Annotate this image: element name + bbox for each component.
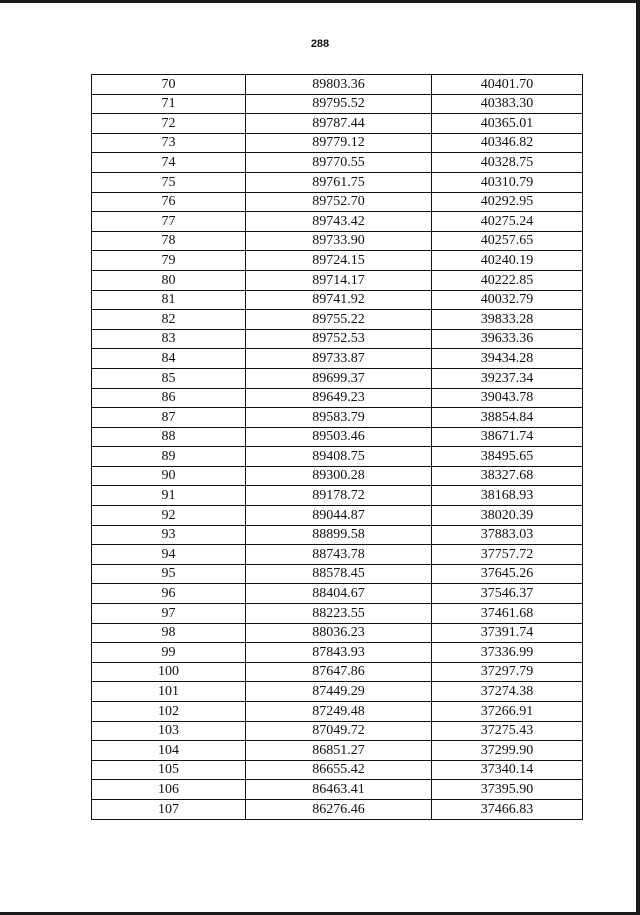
y-coordinate-cell: 38020.39 — [432, 506, 583, 526]
point-number-cell: 81 — [92, 290, 246, 310]
x-coordinate-cell: 89733.87 — [246, 349, 432, 369]
table-row — [92, 466, 583, 486]
x-coordinate-cell: 88578.45 — [246, 564, 432, 584]
y-coordinate-cell: 40365.01 — [432, 114, 583, 134]
y-coordinate-cell: 40346.82 — [432, 133, 583, 153]
table-row — [92, 604, 583, 624]
x-coordinate-cell: 89714.17 — [246, 270, 432, 290]
table-row — [92, 760, 583, 780]
coordinates-table — [91, 74, 583, 820]
x-coordinate-cell: 89743.42 — [246, 212, 432, 232]
y-coordinate-cell: 40275.24 — [432, 212, 583, 232]
table-row — [92, 94, 583, 114]
y-coordinate-cell: 37645.26 — [432, 564, 583, 584]
x-coordinate-cell: 86851.27 — [246, 741, 432, 761]
table-row — [92, 192, 583, 212]
table-row — [92, 368, 583, 388]
x-coordinate-cell: 88036.23 — [246, 623, 432, 643]
x-coordinate-cell: 89300.28 — [246, 466, 432, 486]
coordinates-table-body — [92, 75, 583, 820]
y-coordinate-cell: 40292.95 — [432, 192, 583, 212]
y-coordinate-cell: 38495.65 — [432, 447, 583, 467]
x-coordinate-cell: 89733.90 — [246, 231, 432, 251]
y-coordinate-cell: 40383.30 — [432, 94, 583, 114]
y-coordinate-cell: 40310.79 — [432, 172, 583, 192]
y-coordinate-cell: 37266.91 — [432, 702, 583, 722]
table-row — [92, 310, 583, 330]
y-coordinate-cell: 38854.84 — [432, 408, 583, 428]
point-number-cell: 94 — [92, 545, 246, 565]
x-coordinate-cell: 86463.41 — [246, 780, 432, 800]
x-coordinate-cell: 89779.12 — [246, 133, 432, 153]
x-coordinate-cell: 87843.93 — [246, 643, 432, 663]
x-coordinate-cell: 88404.67 — [246, 584, 432, 604]
x-coordinate-cell: 87449.29 — [246, 682, 432, 702]
point-number-cell: 89 — [92, 447, 246, 467]
x-coordinate-cell: 89795.52 — [246, 94, 432, 114]
point-number-cell: 82 — [92, 310, 246, 330]
point-number-cell: 85 — [92, 368, 246, 388]
x-coordinate-cell: 89741.92 — [246, 290, 432, 310]
point-number-cell: 103 — [92, 721, 246, 741]
y-coordinate-cell: 37336.99 — [432, 643, 583, 663]
y-coordinate-cell: 40032.79 — [432, 290, 583, 310]
point-number-cell: 101 — [92, 682, 246, 702]
table-row — [92, 349, 583, 369]
y-coordinate-cell: 37757.72 — [432, 545, 583, 565]
point-number-cell: 75 — [92, 172, 246, 192]
table-row — [92, 662, 583, 682]
y-coordinate-cell: 37461.68 — [432, 604, 583, 624]
y-coordinate-cell: 39434.28 — [432, 349, 583, 369]
point-number-cell: 99 — [92, 643, 246, 663]
table-row — [92, 506, 583, 526]
point-number-cell: 97 — [92, 604, 246, 624]
point-number-cell: 71 — [92, 94, 246, 114]
table-row — [92, 114, 583, 134]
point-number-cell: 74 — [92, 153, 246, 173]
table-row — [92, 643, 583, 663]
x-coordinate-cell: 89649.23 — [246, 388, 432, 408]
y-coordinate-cell: 37466.83 — [432, 799, 583, 819]
x-coordinate-cell: 89178.72 — [246, 486, 432, 506]
y-coordinate-cell: 37546.37 — [432, 584, 583, 604]
y-coordinate-cell: 39833.28 — [432, 310, 583, 330]
point-number-cell: 95 — [92, 564, 246, 584]
y-coordinate-cell: 38327.68 — [432, 466, 583, 486]
table-row — [92, 721, 583, 741]
point-number-cell: 105 — [92, 760, 246, 780]
y-coordinate-cell: 37883.03 — [432, 525, 583, 545]
table-row — [92, 741, 583, 761]
scan-edge-top — [0, 0, 640, 3]
y-coordinate-cell: 37340.14 — [432, 760, 583, 780]
point-number-cell: 93 — [92, 525, 246, 545]
table-row — [92, 388, 583, 408]
table-row — [92, 623, 583, 643]
page-number: 288 — [310, 38, 330, 50]
point-number-cell: 104 — [92, 741, 246, 761]
table-row — [92, 564, 583, 584]
table-row — [92, 290, 583, 310]
table-row — [92, 780, 583, 800]
y-coordinate-cell: 40328.75 — [432, 153, 583, 173]
table-row — [92, 408, 583, 428]
table-row — [92, 75, 583, 95]
table-row — [92, 799, 583, 819]
y-coordinate-cell: 40240.19 — [432, 251, 583, 271]
point-number-cell: 70 — [92, 75, 246, 95]
x-coordinate-cell: 89752.70 — [246, 192, 432, 212]
point-number-cell: 73 — [92, 133, 246, 153]
y-coordinate-cell: 39633.36 — [432, 329, 583, 349]
x-coordinate-cell: 88223.55 — [246, 604, 432, 624]
table-row — [92, 682, 583, 702]
scan-edge-right — [636, 0, 640, 915]
y-coordinate-cell: 39043.78 — [432, 388, 583, 408]
point-number-cell: 76 — [92, 192, 246, 212]
table-row — [92, 133, 583, 153]
table-row — [92, 584, 583, 604]
table-row — [92, 172, 583, 192]
x-coordinate-cell: 89770.55 — [246, 153, 432, 173]
point-number-cell: 106 — [92, 780, 246, 800]
table-row — [92, 525, 583, 545]
x-coordinate-cell: 86276.46 — [246, 799, 432, 819]
table-row — [92, 251, 583, 271]
y-coordinate-cell: 40257.65 — [432, 231, 583, 251]
point-number-cell: 88 — [92, 427, 246, 447]
point-number-cell: 90 — [92, 466, 246, 486]
y-coordinate-cell: 40222.85 — [432, 270, 583, 290]
table-row — [92, 153, 583, 173]
x-coordinate-cell: 89724.15 — [246, 251, 432, 271]
point-number-cell: 102 — [92, 702, 246, 722]
x-coordinate-cell: 89503.46 — [246, 427, 432, 447]
x-coordinate-cell: 88743.78 — [246, 545, 432, 565]
point-number-cell: 77 — [92, 212, 246, 232]
point-number-cell: 86 — [92, 388, 246, 408]
x-coordinate-cell: 89699.37 — [246, 368, 432, 388]
x-coordinate-cell: 89752.53 — [246, 329, 432, 349]
point-number-cell: 91 — [92, 486, 246, 506]
x-coordinate-cell: 88899.58 — [246, 525, 432, 545]
y-coordinate-cell: 37391.74 — [432, 623, 583, 643]
y-coordinate-cell: 38168.93 — [432, 486, 583, 506]
x-coordinate-cell: 89755.22 — [246, 310, 432, 330]
table-row — [92, 231, 583, 251]
y-coordinate-cell: 37297.79 — [432, 662, 583, 682]
x-coordinate-cell: 89803.36 — [246, 75, 432, 95]
point-number-cell: 79 — [92, 251, 246, 271]
x-coordinate-cell: 87249.48 — [246, 702, 432, 722]
point-number-cell: 96 — [92, 584, 246, 604]
point-number-cell: 92 — [92, 506, 246, 526]
y-coordinate-cell: 37275.43 — [432, 721, 583, 741]
point-number-cell: 83 — [92, 329, 246, 349]
x-coordinate-cell: 87049.72 — [246, 721, 432, 741]
y-coordinate-cell: 37299.90 — [432, 741, 583, 761]
point-number-cell: 98 — [92, 623, 246, 643]
table-row — [92, 545, 583, 565]
x-coordinate-cell: 89761.75 — [246, 172, 432, 192]
x-coordinate-cell: 87647.86 — [246, 662, 432, 682]
table-row — [92, 447, 583, 467]
y-coordinate-cell: 39237.34 — [432, 368, 583, 388]
point-number-cell: 100 — [92, 662, 246, 682]
y-coordinate-cell: 37274.38 — [432, 682, 583, 702]
table-row — [92, 212, 583, 232]
table-row — [92, 427, 583, 447]
x-coordinate-cell: 86655.42 — [246, 760, 432, 780]
x-coordinate-cell: 89787.44 — [246, 114, 432, 134]
y-coordinate-cell: 37395.90 — [432, 780, 583, 800]
y-coordinate-cell: 38671.74 — [432, 427, 583, 447]
y-coordinate-cell: 40401.70 — [432, 75, 583, 95]
point-number-cell: 87 — [92, 408, 246, 428]
point-number-cell: 107 — [92, 799, 246, 819]
table-row — [92, 270, 583, 290]
point-number-cell: 80 — [92, 270, 246, 290]
x-coordinate-cell: 89408.75 — [246, 447, 432, 467]
table-row — [92, 329, 583, 349]
table-row — [92, 702, 583, 722]
x-coordinate-cell: 89583.79 — [246, 408, 432, 428]
table-row — [92, 486, 583, 506]
point-number-cell: 78 — [92, 231, 246, 251]
point-number-cell: 72 — [92, 114, 246, 134]
x-coordinate-cell: 89044.87 — [246, 506, 432, 526]
point-number-cell: 84 — [92, 349, 246, 369]
